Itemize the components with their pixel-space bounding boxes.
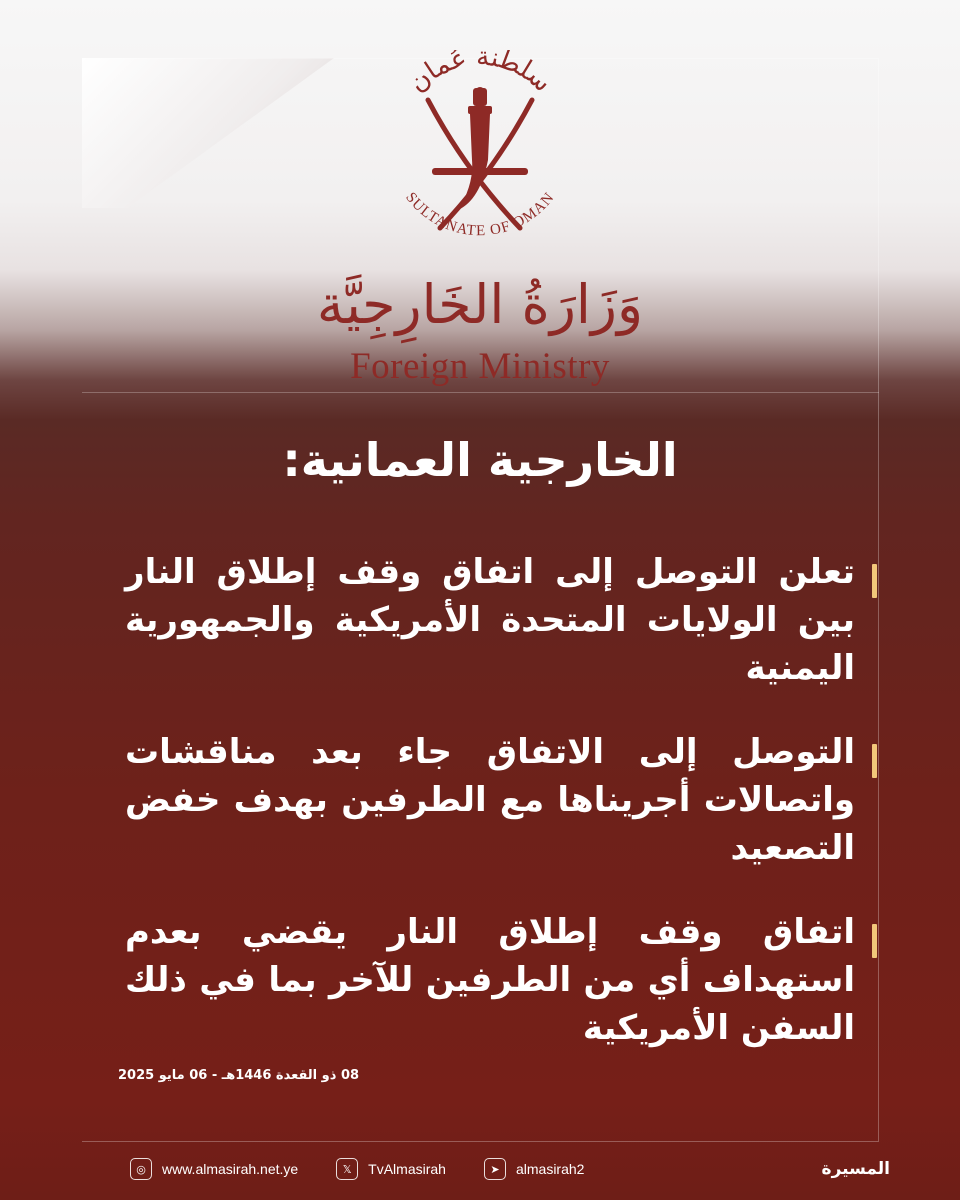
oman-emblem xyxy=(370,50,590,255)
svg-text:SULTANATE OF OMAN xyxy=(402,190,558,240)
x-link[interactable] xyxy=(336,1158,446,1180)
brand-logo: المسيرة xyxy=(821,1159,890,1179)
telegram-text: almasirah2 xyxy=(515,1161,585,1177)
headline: الخارجية العمانية: xyxy=(282,433,678,487)
statement-list xyxy=(125,548,855,1052)
bullet-marker xyxy=(872,924,877,958)
frame-divider xyxy=(82,392,879,393)
bullet-marker xyxy=(872,564,877,598)
statement-text: التوصل إلى الاتفاق جاء بعد مناقشات واتصالات أجريناها مع الطرفين بهدف خفض التصعيد xyxy=(125,732,855,868)
x-logo-icon: 𝕏 xyxy=(336,1158,358,1180)
statement-item xyxy=(125,908,855,1052)
telegram-icon: ➤ xyxy=(484,1158,506,1180)
emblem-top-text: سلطنة عُمان xyxy=(402,50,558,99)
ministry-name-english: Foreign Ministry xyxy=(350,346,610,387)
website-link[interactable] xyxy=(130,1158,298,1180)
globe-icon: ◎ xyxy=(130,1158,152,1180)
telegram-link[interactable] xyxy=(484,1158,584,1180)
bullet-marker xyxy=(872,744,877,778)
publication-date: 08 ذو القعدة 1446هـ - 06 مايو 2025 xyxy=(118,1068,360,1083)
footer xyxy=(130,1155,890,1183)
emblem-bottom-text: SULTANATE OF OMAN xyxy=(402,189,558,240)
x-handle-text: TvAlmasirah xyxy=(368,1161,446,1177)
statement-text: تعلن التوصل إلى اتفاق وقف إطلاق النار بين الولايات المتحدة الأمريكية والجمهورية اليمنية xyxy=(125,552,855,688)
statement-item xyxy=(125,548,855,692)
statement-item xyxy=(125,728,855,872)
statement-text: اتفاق وقف إطلاق النار يقضي بعدم استهداف أي من الطرفين للآخر بما في ذلك السفن الأمريكية xyxy=(125,912,855,1048)
website-text: www.almasirah.net.ye xyxy=(162,1161,299,1177)
ministry-name-arabic: وَزَارَةُ الخَارِجِيَّة xyxy=(316,273,644,336)
emblem-graphic xyxy=(370,50,590,255)
